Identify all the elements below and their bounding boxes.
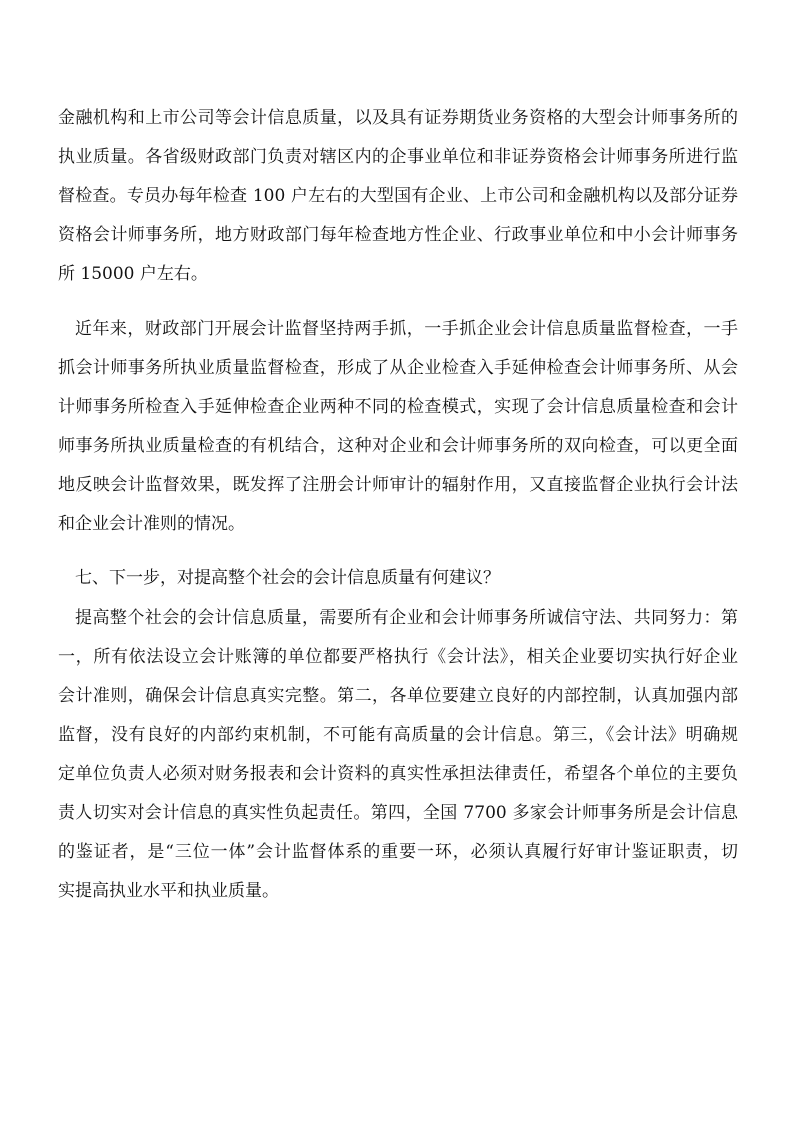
paragraph-2-line-3: 计师事务所检查入手延伸检查企业两种不同的检查模式，实现了会计信息质量检查和会计 [58,397,738,417]
paragraph-1-line-1: 金融机构和上市公司等会计信息质量，以及具有证券期货业务资格的大型会计师事务所的 [58,108,738,128]
paragraph-2-line-2: 抓会计师事务所执业质量监督检查，形成了从企业检查入手延伸检查会计师事务所、从会 [58,358,738,378]
paragraph-1-line-4: 资格会计师事务所，地方财政部门每年检查地方性企业、行政事业单位和中小会计师事务 [58,225,738,245]
document-page [58,0,738,1123]
paragraph-4-line-8: 实提高执业水平和执业质量。 [58,881,279,901]
paragraph-4-line-4: 监督，没有良好的内部约束机制，不可能有高质量的会计信息。第三，《会计法》明确规 [58,725,738,745]
paragraph-2-line-1: 近年来，财政部门开展会计监督坚持两手抓，一手抓企业会计信息质量监督检查，一手 [75,319,738,339]
paragraph-1-line-5: 所 15000 户左右。 [58,264,208,284]
paragraph-4-line-1: 提高整个社会的会计信息质量，需要所有企业和会计师事务所诚信守法、共同努力：第 [75,608,738,628]
paragraph-1-line-3: 督检查。专员办每年检查 100 户左右的大型国有企业、上市公司和金融机构以及部分证券 [58,186,738,206]
paragraph-4-line-3: 会计准则，确保会计信息真实完整。第二，各单位要建立良好的内部控制，认真加强内部 [58,686,738,706]
paragraph-4-line-6: 责人切实对会计信息的真实性负起责任。第四，全国 7700 多家会计师事务所是会计信息 [58,803,738,823]
paragraph-4-line-7: 的鉴证者，是“三位一体”会计监督体系的重要一环，必须认真履行好审计鉴证职责，切 [58,842,738,862]
paragraph-2-line-4: 师事务所执业质量检查的有机结合，这种对企业和会计师事务所的双向检查，可以更全面 [58,436,738,456]
paragraph-2-line-6: 和企业会计准则的情况。 [58,514,245,534]
paragraph-4-line-2: 一，所有依法设立会计账簿的单位都要严格执行《会计法》，相关企业要切实执行好企业 [58,647,738,667]
paragraph-2-line-5: 地反映会计监督效果，既发挥了注册会计师审计的辐射作用，又直接监督企业执行会计法 [58,475,738,495]
section-heading: 七、下一步，对提高整个社会的会计信息质量有何建议？ [75,568,500,588]
paragraph-1-line-2: 执业质量。各省级财政部门负责对辖区内的企事业单位和非证券资格会计师事务所进行监 [58,147,738,167]
paragraph-4-line-5: 定单位负责人必须对财务报表和会计资料的真实性承担法律责任，希望各个单位的主要负 [58,764,738,784]
